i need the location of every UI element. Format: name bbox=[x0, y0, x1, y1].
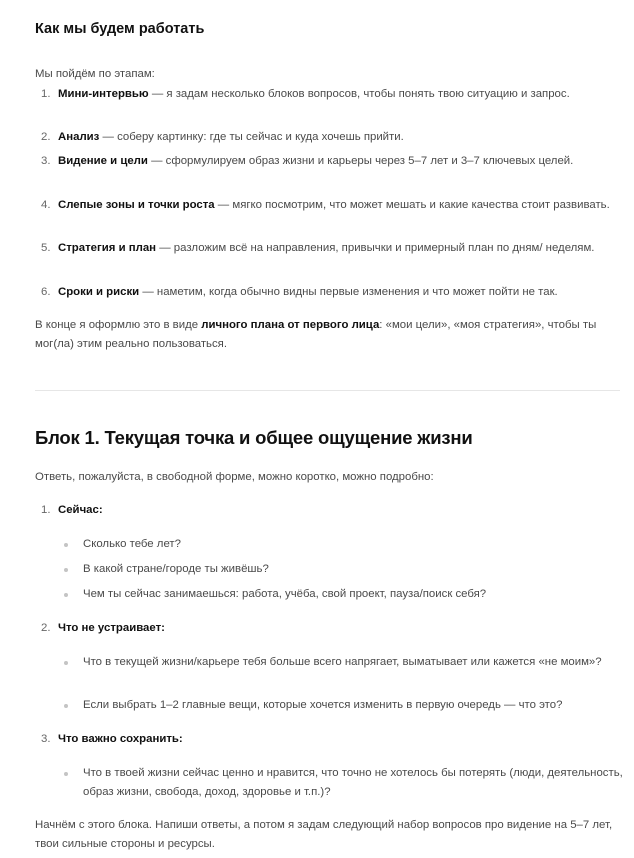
item-text: — я задам несколько блоков вопросов, чтобы понять твою ситуацию и запрос. bbox=[148, 88, 570, 100]
list-item bbox=[41, 239, 618, 258]
list-item bbox=[41, 196, 618, 215]
question-group bbox=[41, 501, 618, 520]
bullet-item bbox=[83, 696, 623, 715]
list-number: 1. bbox=[41, 88, 51, 100]
item-title: Стратегия и план bbox=[58, 242, 157, 254]
intro-text: Мы пойдём по этапам: bbox=[35, 68, 155, 80]
list-number: 5. bbox=[41, 242, 51, 254]
list-number: 3. bbox=[41, 733, 51, 745]
bullet-icon bbox=[64, 568, 68, 572]
bullet-item bbox=[83, 560, 623, 579]
bullet-icon bbox=[64, 543, 68, 547]
item-text: — разложим всё на направления, привычки и примерный план по дням/ неделям. bbox=[156, 242, 595, 254]
bullet-text: Что в твоей жизни сейчас ценно и нравится, что точно не хотелось бы потерять (люди, деятельность, образ жизни, свобода, доход, здоровье и т.п.)? bbox=[83, 767, 623, 798]
bullet-text: Что в текущей жизни/карьере тебя больше всего напрягает, выматывает или кажется «не моим»? bbox=[83, 656, 602, 668]
list-number: 3. bbox=[41, 155, 51, 167]
bullet-item bbox=[83, 535, 623, 554]
item-title: Сроки и риски bbox=[58, 286, 140, 298]
question-group bbox=[41, 730, 618, 749]
block-heading: Блок 1. Текущая точка и общее ощущение жизни bbox=[35, 427, 473, 448]
list-number: 4. bbox=[41, 199, 51, 211]
list-item bbox=[41, 85, 618, 104]
group-label: Что важно сохранить: bbox=[58, 733, 183, 745]
list-number: 1. bbox=[41, 504, 51, 516]
outro-paragraph bbox=[35, 316, 620, 354]
item-text: — сформулируем образ жизни и карьеры через 5–7 лет и 3–7 ключевых целей. bbox=[147, 155, 574, 167]
bullet-text: Если выбрать 1–2 главные вещи, которые хочется изменить в первую очередь — что это? bbox=[83, 699, 563, 711]
list-item bbox=[41, 283, 618, 302]
bullet-icon bbox=[64, 772, 68, 776]
group-label: Что не устраивает: bbox=[58, 622, 165, 634]
group-label: Сейчас: bbox=[58, 504, 103, 516]
bullet-icon bbox=[64, 593, 68, 597]
list-item bbox=[41, 152, 618, 171]
item-text: — соберу картинку: где ты сейчас и куда хочешь прийти. bbox=[99, 131, 404, 143]
list-number: 2. bbox=[41, 622, 51, 634]
divider bbox=[35, 390, 620, 391]
bullet-item bbox=[83, 764, 623, 802]
question-group bbox=[41, 619, 618, 638]
list-item bbox=[41, 128, 618, 147]
bullet-text: Сколько тебе лет? bbox=[83, 538, 181, 550]
bullet-text: В какой стране/городе ты живёшь? bbox=[83, 563, 269, 575]
bullet-icon bbox=[64, 661, 68, 665]
bullet-item bbox=[83, 585, 623, 604]
bullet-icon bbox=[64, 704, 68, 708]
outro-text: В конце я оформлю это в виде bbox=[35, 319, 202, 331]
section-heading: Как мы будем работать bbox=[35, 21, 205, 37]
item-title: Видение и цели bbox=[58, 155, 148, 167]
list-number: 6. bbox=[41, 286, 51, 298]
item-title: Мини-интервью bbox=[58, 88, 149, 100]
item-title: Слепые зоны и точки роста bbox=[58, 199, 215, 211]
closing-paragraph: Начнём с этого блока. Напиши ответы, а потом я задам следующий набор вопросов про видение на 5–7 лет, твои сильные стороны и ресурсы. bbox=[35, 819, 613, 850]
outro-bold: личного плана от первого лица bbox=[201, 319, 380, 331]
bullet-item bbox=[83, 653, 623, 672]
item-title: Анализ bbox=[58, 131, 100, 143]
outro-text: : «мои цели», «моя стратегия», чтобы ты мог(ла) этим реально пользоваться. bbox=[35, 319, 597, 350]
item-text: — мягко посмотрим, что может мешать и какие качества стоит развивать. bbox=[214, 199, 610, 211]
bullet-text: Чем ты сейчас занимаешься: работа, учёба, свой проект, пауза/поиск себя? bbox=[83, 588, 487, 600]
intro-text: Ответь, пожалуйста, в свободной форме, можно коротко, можно подробно: bbox=[35, 471, 434, 483]
list-number: 2. bbox=[41, 131, 51, 143]
item-text: — наметим, когда обычно видны первые изменения и что может пойти не так. bbox=[139, 286, 558, 298]
